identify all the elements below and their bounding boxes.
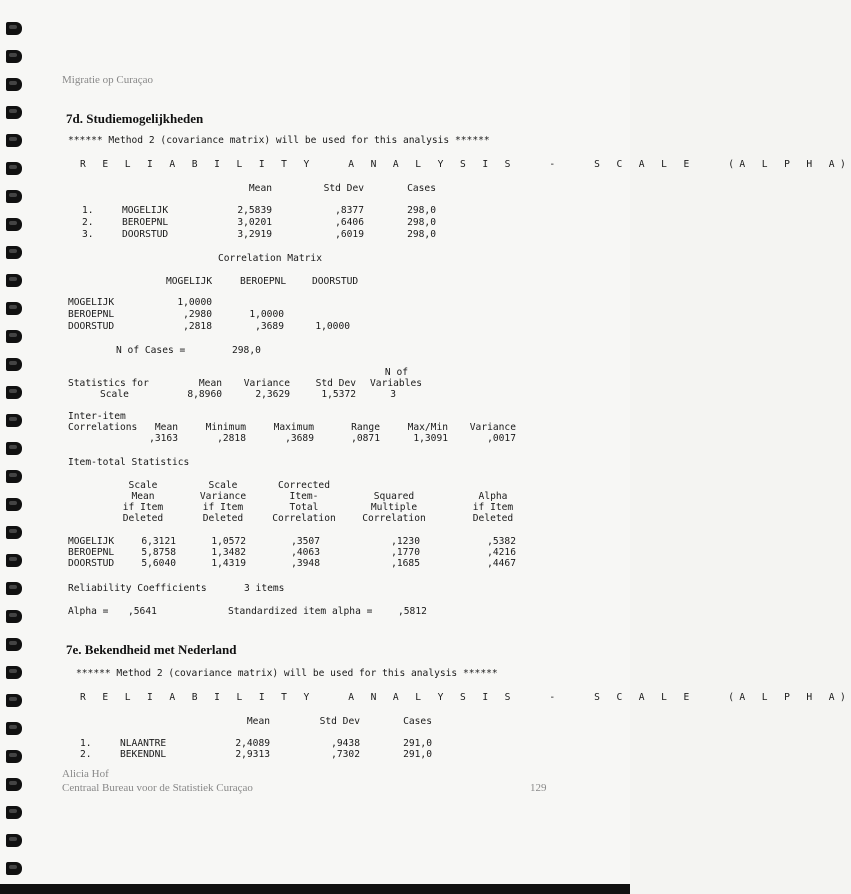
stats-header-nvars-2: Variables bbox=[370, 378, 422, 389]
col-header-cases: Cases bbox=[407, 183, 436, 194]
corr-value: ,2980 bbox=[183, 309, 212, 320]
stats-value-mean: 8,8960 bbox=[187, 389, 222, 400]
stats-header-nvars-1: N of bbox=[384, 367, 408, 378]
inter-value-maxmin: 1,3091 bbox=[413, 433, 448, 444]
inter-header-variance: Variance bbox=[469, 422, 516, 433]
col-header-mean: Mean bbox=[248, 183, 272, 194]
it-header: if Item bbox=[202, 502, 244, 513]
corr-value: 1,0000 bbox=[249, 309, 284, 320]
stats-value-nvars: 3 bbox=[390, 389, 396, 400]
inter-item-label: Inter-item bbox=[68, 411, 126, 422]
footer-author: Alicia Hof bbox=[62, 768, 109, 780]
col-header-mean: Mean bbox=[246, 716, 270, 727]
reliability-analysis-title: R E L I A B I L I T Y A N A L Y S I S - S C A L E (A L P H A) bbox=[80, 692, 851, 703]
it-value: ,3507 bbox=[291, 536, 320, 547]
it-value: ,4063 bbox=[291, 547, 320, 558]
page-number: 129 bbox=[530, 782, 547, 794]
inter-value-range: ,0871 bbox=[351, 433, 380, 444]
item-name: DOORSTUD bbox=[122, 229, 169, 240]
it-value: 5,8758 bbox=[141, 547, 176, 558]
bottom-edge bbox=[0, 884, 630, 894]
it-value: ,5382 bbox=[487, 536, 516, 547]
corr-value: 1,0000 bbox=[315, 321, 350, 332]
method-line: ****** Method 2 (covariance matrix) will be used for this analysis ****** bbox=[68, 135, 490, 146]
stats-value-std-dev: 1,5372 bbox=[321, 389, 356, 400]
inter-header-mean: Mean bbox=[154, 422, 178, 433]
it-row-name: MOGELIJK bbox=[68, 536, 115, 547]
corr-value: 1,0000 bbox=[177, 297, 212, 308]
item-name: MOGELIJK bbox=[122, 205, 169, 216]
it-header: if Item bbox=[472, 502, 514, 513]
item-mean: 3,2919 bbox=[237, 229, 272, 240]
it-header: Deleted bbox=[202, 513, 244, 524]
inter-value-minimum: ,2818 bbox=[217, 433, 246, 444]
stats-header-mean: Mean bbox=[198, 378, 222, 389]
item-cases: 298,0 bbox=[407, 205, 436, 216]
inter-value-maximum: ,3689 bbox=[285, 433, 314, 444]
item-name: NLAANTRE bbox=[120, 738, 167, 749]
corr-row-name: DOORSTUD bbox=[68, 321, 115, 332]
it-header: Correlation bbox=[272, 513, 336, 524]
inter-header-minimum: Minimum bbox=[205, 422, 246, 433]
item-cases: 291,0 bbox=[403, 738, 432, 749]
section-heading-7d: 7d. Studiemogelijkheden bbox=[66, 111, 204, 126]
alpha-value: ,5641 bbox=[128, 606, 157, 617]
it-value: 5,6040 bbox=[141, 558, 176, 569]
inter-header-range: Range bbox=[351, 422, 380, 433]
it-header: Deleted bbox=[472, 513, 514, 524]
running-header: Migratie op Curaçao bbox=[62, 74, 154, 86]
it-header: Item- bbox=[289, 491, 319, 502]
standardized-alpha-label: Standardized item alpha = bbox=[228, 606, 373, 617]
it-value: ,4467 bbox=[487, 558, 516, 569]
item-mean: 2,9313 bbox=[235, 749, 270, 760]
inter-header-maximum: Maximum bbox=[273, 422, 314, 433]
it-header: Mean bbox=[131, 491, 155, 502]
it-value: 6,3121 bbox=[141, 536, 176, 547]
method-line: ****** Method 2 (covariance matrix) will be used for this analysis ****** bbox=[76, 668, 498, 679]
col-header-cases: Cases bbox=[403, 716, 432, 727]
it-header: Deleted bbox=[122, 513, 164, 524]
it-value: 1,4319 bbox=[211, 558, 246, 569]
item-number: 3. bbox=[82, 229, 94, 240]
it-header: Squared bbox=[373, 491, 415, 502]
reliability-analysis-title: R E L I A B I L I T Y A N A L Y S I S - S C A L E (A L P H A) bbox=[80, 159, 851, 170]
it-value: ,1770 bbox=[391, 547, 420, 558]
inter-value-mean: ,3163 bbox=[149, 433, 178, 444]
item-std-dev: ,6406 bbox=[335, 217, 364, 228]
inter-header-maxmin: Max/Min bbox=[407, 422, 448, 433]
n-of-cases-value: 298,0 bbox=[232, 345, 261, 356]
it-value: ,1685 bbox=[391, 558, 420, 569]
it-value: ,3948 bbox=[291, 558, 320, 569]
stats-label-scale: Scale bbox=[100, 389, 129, 400]
item-std-dev: ,8377 bbox=[335, 205, 364, 216]
item-name: BEKENDNL bbox=[120, 749, 167, 760]
item-std-dev: ,6019 bbox=[335, 229, 364, 240]
it-value: 1,3482 bbox=[211, 547, 246, 558]
it-header: Multiple bbox=[370, 502, 418, 513]
item-total-title: Item-total Statistics bbox=[68, 457, 190, 468]
alpha-label: Alpha = bbox=[68, 606, 109, 617]
col-header-std-dev: Std Dev bbox=[319, 716, 360, 727]
corr-value: ,2818 bbox=[183, 321, 212, 332]
item-mean: 3,0201 bbox=[237, 217, 272, 228]
item-mean: 2,4089 bbox=[235, 738, 270, 749]
item-cases: 298,0 bbox=[407, 217, 436, 228]
stats-value-variance: 2,3629 bbox=[255, 389, 290, 400]
item-std-dev: ,7302 bbox=[331, 749, 360, 760]
stats-header-std-dev: Std Dev bbox=[315, 378, 356, 389]
item-cases: 291,0 bbox=[403, 749, 432, 760]
it-header: Correlation bbox=[362, 513, 426, 524]
corr-row-name: BEROEPNL bbox=[68, 309, 115, 320]
correlation-matrix-title: Correlation Matrix bbox=[218, 253, 322, 264]
corr-col-header: DOORSTUD bbox=[312, 276, 359, 287]
item-number: 2. bbox=[80, 749, 92, 760]
inter-value-variance: ,0017 bbox=[487, 433, 516, 444]
corr-col-header: MOGELIJK bbox=[166, 276, 213, 287]
it-header: Alpha bbox=[478, 491, 508, 502]
item-number: 2. bbox=[82, 217, 94, 228]
spiral-binding bbox=[0, 0, 30, 894]
stats-header-variance: Variance bbox=[243, 378, 290, 389]
corr-row-name: MOGELIJK bbox=[68, 297, 115, 308]
n-of-cases-label: N of Cases = bbox=[116, 345, 186, 356]
standardized-alpha-value: ,5812 bbox=[398, 606, 427, 617]
corr-col-header: BEROEPNL bbox=[240, 276, 287, 287]
item-mean: 2,5839 bbox=[237, 205, 272, 216]
item-number: 1. bbox=[80, 738, 92, 749]
corr-value: ,3689 bbox=[255, 321, 284, 332]
it-header: Corrected bbox=[278, 480, 330, 491]
it-header: Scale bbox=[208, 480, 238, 491]
it-header: Total bbox=[289, 502, 319, 513]
col-header-std-dev: Std Dev bbox=[323, 183, 364, 194]
it-header: Variance bbox=[199, 491, 247, 502]
it-row-name: BEROEPNL bbox=[68, 547, 115, 558]
it-header: if Item bbox=[122, 502, 164, 513]
item-name: BEROEPNL bbox=[122, 217, 169, 228]
it-value: ,4216 bbox=[487, 547, 516, 558]
reliability-coefficients-items: 3 items bbox=[244, 583, 285, 594]
it-value: 1,0572 bbox=[211, 536, 246, 547]
it-row-name: DOORSTUD bbox=[68, 558, 115, 569]
inter-item-correlations-label: Correlations bbox=[68, 422, 138, 433]
item-std-dev: ,9438 bbox=[331, 738, 360, 749]
footer-publisher: Centraal Bureau voor de Statistiek Curaçao bbox=[62, 782, 253, 794]
item-cases: 298,0 bbox=[407, 229, 436, 240]
reliability-coefficients-label: Reliability Coefficients bbox=[68, 583, 207, 594]
section-heading-7e: 7e. Bekendheid met Nederland bbox=[66, 642, 237, 657]
stats-label: Statistics for bbox=[68, 378, 149, 389]
item-number: 1. bbox=[82, 205, 94, 216]
it-header: Scale bbox=[128, 480, 158, 491]
it-value: ,1230 bbox=[391, 536, 420, 547]
